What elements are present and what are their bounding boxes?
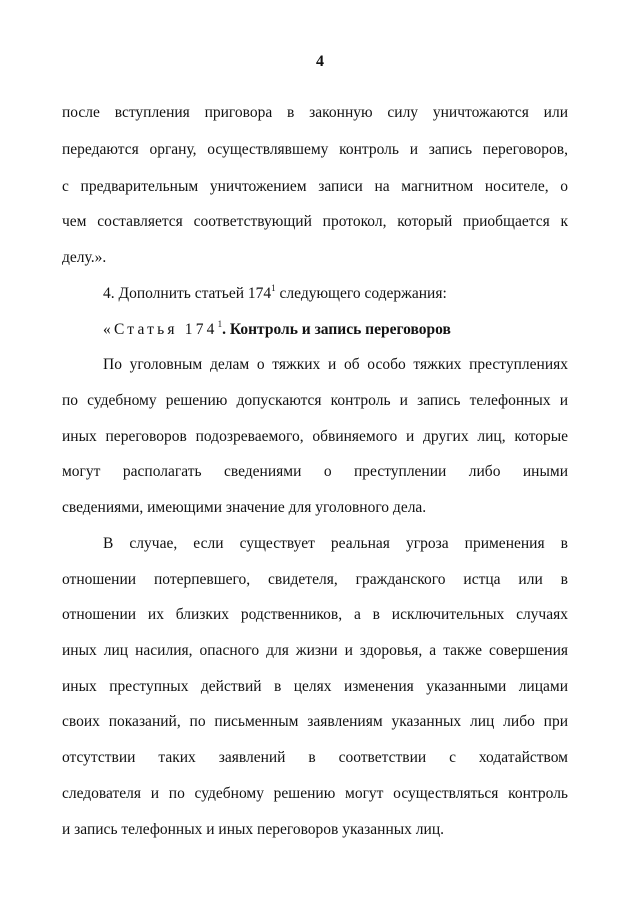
item-4-text: 4. Дополнить статьей 174	[103, 285, 272, 302]
text-line: могут располагать сведениями о преступлении либо иными	[62, 463, 568, 480]
text-line: делу.».	[62, 249, 107, 266]
text-line: В случае, если существует реальная угроза применения в	[103, 535, 568, 552]
text-line: после вступления приговора в законную силу уничтожаются или	[62, 104, 568, 121]
article-title-rest: . Контроль и запись переговоров	[222, 321, 451, 338]
article-title-prefix: «Статья 174	[103, 321, 218, 338]
page-number: 4	[316, 53, 324, 70]
text-line: своих показаний, по письменным заявлениям указанных лиц либо при	[62, 713, 568, 730]
text-line: иных переговоров подозреваемого, обвиняемого и других лиц, которые	[62, 428, 568, 445]
text-line: По уголовным делам о тяжких и об особо тяжких преступлениях	[103, 356, 568, 373]
text-line: и запись телефонных и иных переговоров указанных лиц.	[62, 821, 444, 838]
text-line: иных лиц насилия, опасного для жизни и здоровья, а также совершения	[62, 642, 568, 659]
item-4-heading	[103, 284, 568, 304]
text-line: по судебному решению допускаются контроль и запись телефонных и	[62, 392, 568, 409]
text-line: чем составляется соответствующий протокол, который приобщается к	[62, 213, 568, 230]
item-4-tail: следующего содержания:	[275, 285, 447, 302]
text-line: с предварительным уничтожением записи на магнитном носителе, о	[62, 178, 568, 195]
text-line: иных преступных действий в целях изменения указанными лицами	[62, 678, 568, 695]
text-line: отсутствии таких заявлений в соответствии с ходатайством	[62, 749, 568, 766]
article-title-superscript: 1	[217, 319, 223, 329]
article-title	[103, 320, 568, 340]
text-line: отношении потерпевшего, свидетеля, гражданского истца или в	[62, 571, 568, 588]
text-line: сведениями, имеющими значение для уголовного дела.	[62, 499, 427, 516]
item-4-superscript: 1	[271, 283, 276, 293]
text-line: передаются органу, осуществлявшему контроль и запись переговоров,	[62, 141, 568, 158]
text-line: отношении их близких родственников, а в исключительных случаях	[62, 606, 568, 623]
text-line: следователя и по судебному решению могут осуществляться контроль	[62, 785, 568, 802]
